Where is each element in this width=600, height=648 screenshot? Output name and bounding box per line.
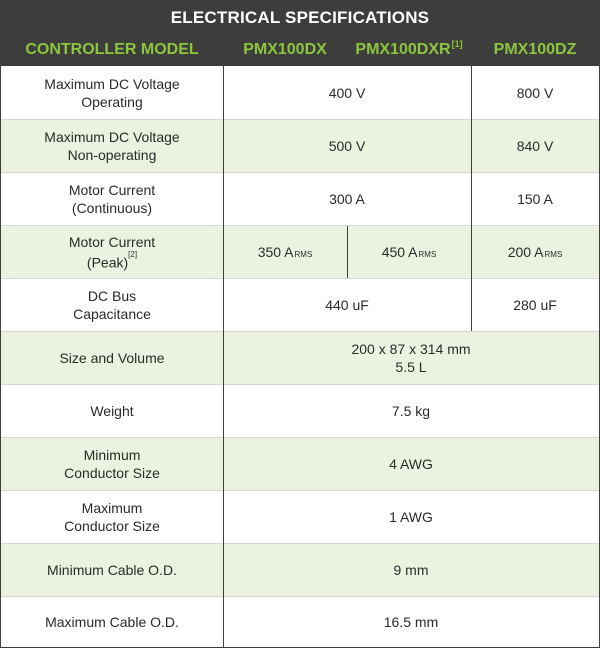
dx-dxr-value: 440 uF	[325, 297, 369, 313]
row-label: Motor Current (Peak)[2]	[68, 233, 156, 271]
dz-column-divider	[471, 66, 472, 331]
dz-value: 280 uF	[513, 297, 557, 313]
shared-value: 200 x 87 x 314 mm 5.5 L	[351, 341, 471, 375]
table-row	[1, 67, 599, 119]
dz-value: 840 V	[516, 138, 554, 154]
row-divider	[1, 437, 599, 438]
dx-dxr-value: 300 A	[329, 191, 365, 207]
row-label: Motor Current (Continuous)	[68, 182, 156, 216]
table-row	[1, 544, 599, 596]
row-divider	[1, 384, 599, 385]
row-label: Maximum DC Voltage Non-operating	[44, 129, 180, 163]
row-label: Maximum DC Voltage Operating	[44, 76, 180, 110]
row-divider	[1, 172, 599, 173]
shared-value: 16.5 mm	[383, 614, 439, 630]
controller-model-header: CONTROLLER MODEL	[25, 41, 199, 58]
table-title: ELECTRICAL SPECIFICATIONS	[1, 1, 599, 34]
dz-value: 800 V	[516, 85, 554, 101]
label-column-divider	[223, 66, 224, 647]
shared-value: 7.5 kg	[391, 403, 431, 419]
dx-dxr-value: 400 V	[328, 85, 366, 101]
row-divider	[1, 543, 599, 544]
row-divider	[1, 278, 599, 279]
dx-value: 350 A $_{RMS}$	[257, 244, 313, 260]
pmx100dxr-header	[347, 34, 471, 66]
table-row	[1, 491, 599, 543]
dz-value: 200 A $_{RMS}$	[507, 244, 563, 260]
row-label: Minimum Conductor Size	[64, 447, 160, 481]
pmx100dz-header: PMX100DZ	[493, 41, 577, 58]
table-row	[1, 279, 599, 331]
pmx100dxr-header-label: PMX100DXR	[355, 41, 451, 58]
row-divider	[1, 490, 599, 491]
row-label: Weight	[90, 403, 134, 419]
dz-value: 150 A	[517, 191, 553, 207]
row-label: Size and Volume	[59, 350, 165, 366]
row-label: Maximum Cable O.D.	[45, 614, 179, 630]
table-row	[1, 438, 599, 490]
dxr-value: 450 A $_{RMS}$	[381, 244, 437, 260]
pmx100dxr-footnote-ref: [1]	[451, 39, 463, 49]
row-divider	[1, 331, 599, 332]
header-row	[1, 34, 599, 66]
row-divider	[1, 596, 599, 597]
dx-dxr-value: 500 V	[328, 138, 366, 154]
table-row	[1, 597, 599, 647]
shared-value: 1 AWG	[389, 509, 433, 525]
shared-value: 4 AWG	[389, 456, 433, 472]
table-row	[1, 120, 599, 172]
peak-footnote-ref: [2]	[128, 249, 138, 259]
table-row	[1, 385, 599, 437]
table-row	[1, 226, 599, 278]
shared-value: 9 mm	[393, 562, 429, 578]
pmx100dx-header: PMX100DX	[243, 41, 327, 58]
table-row	[1, 332, 599, 384]
dx-dxr-split-divider	[347, 226, 348, 278]
row-label: DC Bus Capacitance	[73, 288, 151, 322]
row-divider	[1, 225, 599, 226]
row-divider	[1, 119, 599, 120]
row-label: Minimum Cable O.D.	[47, 562, 177, 578]
row-label: Maximum Conductor Size	[64, 500, 160, 534]
table-row	[1, 173, 599, 225]
